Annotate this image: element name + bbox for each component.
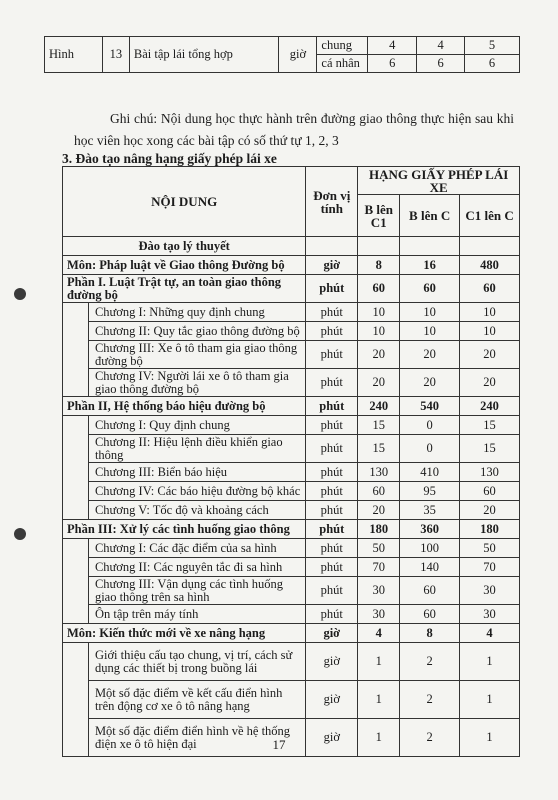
value-cell: 70 bbox=[460, 558, 520, 577]
table-row bbox=[63, 539, 520, 558]
table-cell: 6 bbox=[465, 55, 520, 73]
value-cell: 10 bbox=[460, 322, 520, 341]
row-label: Chương III: Biển báo hiệu bbox=[88, 463, 305, 482]
header-content: NỘI DUNG bbox=[63, 167, 306, 237]
value-cell: 60 bbox=[460, 482, 520, 501]
unit-cell: phút bbox=[306, 435, 358, 463]
value-cell: 20 bbox=[460, 341, 520, 369]
theory-title-row bbox=[63, 237, 520, 256]
table-row bbox=[63, 681, 520, 719]
unit-cell: phút bbox=[306, 397, 358, 416]
value-cell: 35 bbox=[400, 501, 460, 520]
row-label: Chương V: Tốc độ và khoảng cách bbox=[88, 501, 305, 520]
value-cell: 1 bbox=[358, 643, 400, 681]
value-cell: 180 bbox=[460, 520, 520, 539]
value-cell: 0 bbox=[400, 435, 460, 463]
table-cell: 6 bbox=[417, 55, 465, 73]
group-label: Phần III: Xử lý các tình huống giao thông bbox=[63, 520, 306, 539]
header-license-group: HẠNG GIẤY PHÉP LÁI XE bbox=[358, 167, 520, 195]
value-cell: 10 bbox=[358, 322, 400, 341]
value-cell: 30 bbox=[358, 605, 400, 624]
table-row bbox=[63, 435, 520, 463]
value-cell: 16 bbox=[400, 256, 460, 275]
value-cell: 95 bbox=[400, 482, 460, 501]
unit-cell: phút bbox=[306, 369, 358, 397]
header-col-b-c1: B lên C1 bbox=[358, 195, 400, 237]
page-number: 17 bbox=[272, 737, 286, 752]
value-cell: 70 bbox=[358, 558, 400, 577]
value-cell: 4 bbox=[358, 624, 400, 643]
value-cell: 60 bbox=[358, 482, 400, 501]
group-row bbox=[63, 256, 520, 275]
table-row bbox=[63, 322, 520, 341]
value-cell: 100 bbox=[400, 539, 460, 558]
table-row bbox=[63, 482, 520, 501]
row-label: Chương II: Hiệu lệnh điều khiển giao thông bbox=[88, 435, 305, 463]
value-cell: 30 bbox=[460, 577, 520, 605]
value-cell: 1 bbox=[460, 681, 520, 719]
header-col-c1-c: C1 lên C bbox=[460, 195, 520, 237]
table-row bbox=[63, 501, 520, 520]
unit-cell: phút bbox=[306, 558, 358, 577]
value-cell: 10 bbox=[400, 303, 460, 322]
group-label: Môn: Pháp luật về Giao thông Đường bộ bbox=[63, 256, 306, 275]
table-row bbox=[63, 303, 520, 322]
row-label: Một số đặc điểm điển hình về hệ thống điện xe ô tô hiện đại bbox=[88, 719, 305, 757]
unit-cell: giờ bbox=[306, 643, 358, 681]
value-cell: 15 bbox=[358, 435, 400, 463]
group-label: Phần I. Luật Trật tự, an toàn giao thông đường bộ bbox=[63, 275, 306, 303]
value-cell: 10 bbox=[358, 303, 400, 322]
value-cell: 240 bbox=[460, 397, 520, 416]
top-row-label: cá nhân bbox=[317, 55, 368, 73]
unit-cell: phút bbox=[306, 482, 358, 501]
value-cell: 8 bbox=[358, 256, 400, 275]
unit-cell: phút bbox=[306, 605, 358, 624]
row-label: Chương II: Quy tắc giao thông đường bộ bbox=[88, 322, 305, 341]
value-cell: 2 bbox=[400, 719, 460, 757]
value-cell: 60 bbox=[400, 275, 460, 303]
header-col-b-c: B lên C bbox=[400, 195, 460, 237]
row-label: Chương III: Vận dụng các tình huống giao thông trên sa hình bbox=[88, 577, 305, 605]
value-cell: 30 bbox=[460, 605, 520, 624]
group-row bbox=[63, 520, 520, 539]
top-col1: Hình bbox=[45, 37, 103, 73]
table-row bbox=[63, 558, 520, 577]
header-row bbox=[63, 167, 520, 195]
value-cell: 540 bbox=[400, 397, 460, 416]
row-label: Chương I: Quy định chung bbox=[88, 416, 305, 435]
table-row bbox=[63, 369, 520, 397]
unit-cell: phút bbox=[306, 463, 358, 482]
value-cell: 8 bbox=[400, 624, 460, 643]
value-cell: 30 bbox=[358, 577, 400, 605]
value-cell: 60 bbox=[358, 275, 400, 303]
punch-hole-top bbox=[14, 288, 26, 300]
table-cell: 6 bbox=[368, 55, 417, 73]
value-cell: 4 bbox=[460, 624, 520, 643]
row-label: Chương II: Các nguyên tắc đi sa hình bbox=[88, 558, 305, 577]
section-title: 3. Đào tạo nâng hạng giấy phép lái xe bbox=[62, 151, 277, 166]
row-label: Một số đặc điểm về kết cấu điển hình trên động cơ xe ô tô nâng hạng bbox=[88, 681, 305, 719]
value-cell: 60 bbox=[400, 577, 460, 605]
unit-cell: giờ bbox=[306, 256, 358, 275]
unit-cell: phút bbox=[306, 322, 358, 341]
unit-cell: phút bbox=[306, 520, 358, 539]
table-row bbox=[63, 605, 520, 624]
unit-cell: phút bbox=[306, 501, 358, 520]
top-unit: giờ bbox=[279, 37, 317, 73]
row-label: Chương IV: Các báo hiệu đường bộ khác bbox=[88, 482, 305, 501]
indent-cell bbox=[63, 303, 89, 397]
value-cell: 180 bbox=[358, 520, 400, 539]
table-row bbox=[63, 463, 520, 482]
top-col3: Bài tập lái tổng hợp bbox=[129, 37, 279, 73]
value-cell: 20 bbox=[460, 369, 520, 397]
value-cell: 20 bbox=[460, 501, 520, 520]
indent-cell bbox=[63, 416, 89, 520]
punch-hole-bottom bbox=[14, 528, 26, 540]
table-row bbox=[63, 416, 520, 435]
unit-cell: phút bbox=[306, 303, 358, 322]
table-row bbox=[63, 577, 520, 605]
top-table bbox=[44, 36, 520, 73]
value-cell: 20 bbox=[400, 341, 460, 369]
value-cell: 410 bbox=[400, 463, 460, 482]
unit-cell: phút bbox=[306, 539, 358, 558]
value-cell: 360 bbox=[400, 520, 460, 539]
unit-cell: giờ bbox=[306, 624, 358, 643]
theory-title: Đào tạo lý thuyết bbox=[63, 237, 306, 256]
group-label: Môn: Kiến thức mới về xe nâng hạng bbox=[63, 624, 306, 643]
top-col2: 13 bbox=[102, 37, 129, 73]
value-cell: 15 bbox=[460, 416, 520, 435]
value-cell: 20 bbox=[358, 369, 400, 397]
row-label: Giới thiệu cấu tạo chung, vị trí, cách sử dụng các thiết bị trong buồng lái bbox=[88, 643, 305, 681]
table-row bbox=[45, 37, 520, 55]
unit-cell: phút bbox=[306, 341, 358, 369]
group-row bbox=[63, 397, 520, 416]
value-cell: 1 bbox=[358, 719, 400, 757]
row-label: Chương I: Những quy định chung bbox=[88, 303, 305, 322]
top-row-label: chung bbox=[317, 37, 368, 55]
indent-cell bbox=[63, 539, 89, 624]
value-cell: 1 bbox=[460, 643, 520, 681]
row-label: Chương IV: Người lái xe ô tô tham gia giao thông đường bộ bbox=[88, 369, 305, 397]
value-cell: 10 bbox=[460, 303, 520, 322]
value-cell: 20 bbox=[358, 341, 400, 369]
table-cell: 5 bbox=[465, 37, 520, 55]
value-cell: 60 bbox=[460, 275, 520, 303]
value-cell: 10 bbox=[400, 322, 460, 341]
value-cell: 130 bbox=[358, 463, 400, 482]
table-cell: 4 bbox=[368, 37, 417, 55]
training-table bbox=[62, 166, 520, 757]
header-unit: Đơn vị tính bbox=[306, 167, 358, 237]
group-label: Phần II, Hệ thống báo hiệu đường bộ bbox=[63, 397, 306, 416]
unit-cell: giờ bbox=[306, 681, 358, 719]
value-cell: 60 bbox=[400, 605, 460, 624]
group-row bbox=[63, 275, 520, 303]
unit-cell: phút bbox=[306, 275, 358, 303]
value-cell: 240 bbox=[358, 397, 400, 416]
note-paragraph: Ghi chú: Nội dung học thực hành trên đường giao thông thực hiện sau khi học viên học xong các bài tập có số thứ tự 1, 2, 3 bbox=[74, 111, 514, 148]
value-cell: 480 bbox=[460, 256, 520, 275]
value-cell: 15 bbox=[358, 416, 400, 435]
value-cell: 15 bbox=[460, 435, 520, 463]
group-row bbox=[63, 624, 520, 643]
table-row bbox=[63, 341, 520, 369]
value-cell: 1 bbox=[358, 681, 400, 719]
row-label: Chương I: Các đặc điểm của sa hình bbox=[88, 539, 305, 558]
value-cell: 2 bbox=[400, 681, 460, 719]
value-cell: 2 bbox=[400, 643, 460, 681]
unit-cell: giờ bbox=[306, 719, 358, 757]
value-cell: 130 bbox=[460, 463, 520, 482]
value-cell: 50 bbox=[358, 539, 400, 558]
unit-cell: phút bbox=[306, 577, 358, 605]
value-cell: 20 bbox=[400, 369, 460, 397]
value-cell: 20 bbox=[358, 501, 400, 520]
table-row bbox=[63, 643, 520, 681]
value-cell: 140 bbox=[400, 558, 460, 577]
unit-cell: phút bbox=[306, 416, 358, 435]
table-cell: 4 bbox=[417, 37, 465, 55]
row-label: Chương III: Xe ô tô tham gia giao thông đường bộ bbox=[88, 341, 305, 369]
value-cell: 1 bbox=[460, 719, 520, 757]
row-label: Ôn tập trên máy tính bbox=[88, 605, 305, 624]
value-cell: 50 bbox=[460, 539, 520, 558]
value-cell: 0 bbox=[400, 416, 460, 435]
